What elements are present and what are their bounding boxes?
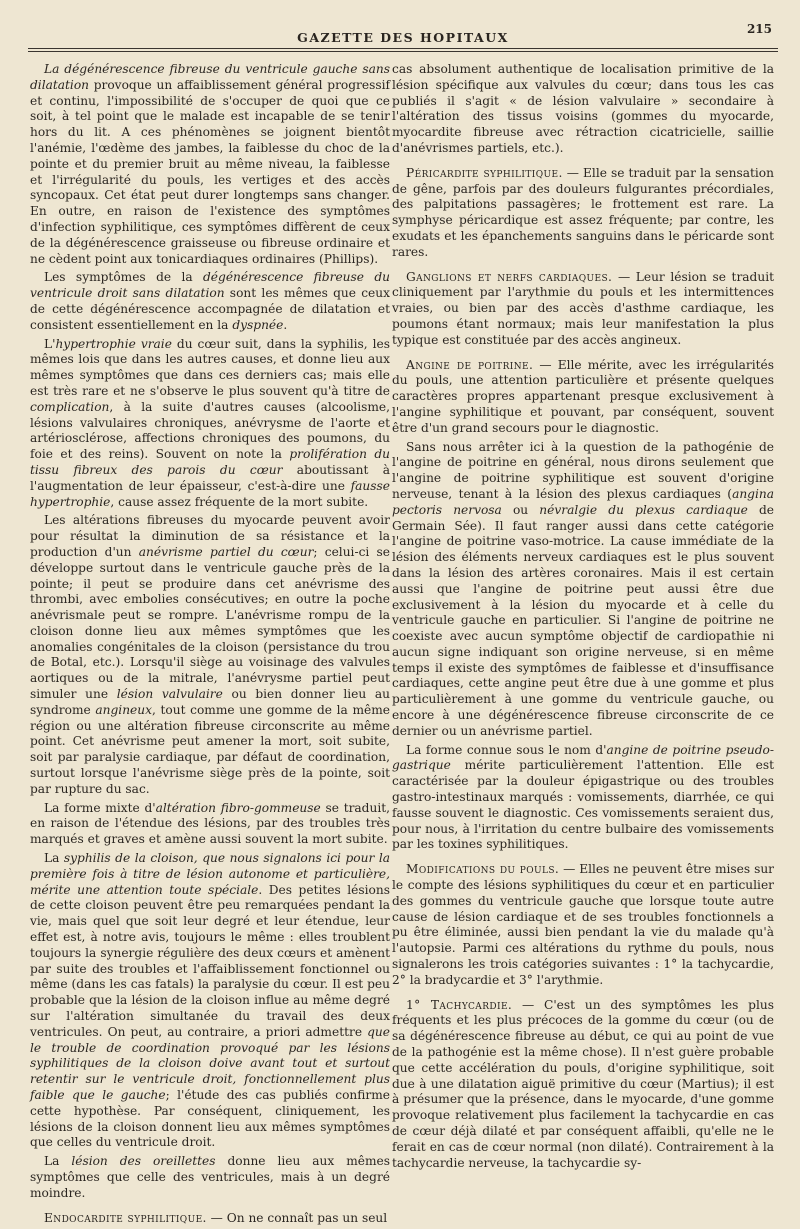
section-heading: Angine de poitrine. [406, 357, 534, 372]
section-paragraph [392, 862, 774, 988]
paragraph [392, 743, 774, 854]
paragraph-text: La [44, 1154, 72, 1169]
section-heading: Endocardite syphilitique. [44, 1210, 207, 1225]
paragraph-text: ; l'étude des cas publiés confirme cette hypothèse. Par conséquent, cliniquement, les lésions de la cloison donnent lieu aux mêmes symptômes que celles du ventricule droit. [30, 1088, 390, 1150]
page-number: 215 [746, 22, 772, 36]
paragraph-text: mérite particulièrement l'attention. Elle est caractérisée par la douleur épigastrique ou des troubles gastro-intestinaux marqués : vomissements, diarrhée, ce qui fausse souvent le diagnostic. Ces vomissements seraient dus, pour nous, à l'irritation du centre bulbaire des vomissements par les toxines syphilitiques. [392, 758, 774, 852]
italic-phrase: syphilis de la cloison, que nous signalons ici pour la première fois à titre de lésion autonome et particulière, mérite une attention toute spéciale [30, 851, 390, 897]
italic-phrase: lésion des oreillettes [71, 1154, 216, 1169]
italic-phrase: angine de poitrine pseudo-gastrique [392, 742, 774, 773]
italic-phrase: fausse hypertrophie [30, 478, 390, 509]
paragraph [30, 270, 390, 333]
paragraph [30, 337, 390, 511]
paragraph-text: — Leur lésion se traduit cliniquement par l'arythmie du pouls et les intermittences vraies, ou bien par des accès d'asthme cardiaque, les poumons étant normaux; mais leur manifestation la plus typique est constituée par des accès angineux. [392, 269, 774, 347]
paragraph-text: La forme connue sous le nom d' [406, 742, 607, 757]
paragraph-text: . Des petites lésions de cette cloison peuvent être peu remarquées pendant la vie, mais quel que soit leur degré et leur étendue, leur effet est, à notre avis, toujours le même : elles troublent toujours la synergie régulière des deux cœurs et amènent par suite des troubles et l'affaiblissement fonctionnel ou même (dans les cas fatals) la paralysie du cœur. Il est peu probable que la lésion de la cloison influe au même degré sur l'altération simultanée du travail des deux ventricules. On peut, au contraire, a priori admettre [30, 882, 390, 1039]
paragraph-text: . [283, 317, 288, 332]
section-paragraph [392, 270, 774, 349]
paragraph [30, 801, 390, 848]
paragraph-text: de Germain Sée). Il faut ranger aussi dans cette catégorie l'angine de poitrine vaso-motrice. La cause immédiate de la lésion des éléments nerveux cardiaques est le plus souvent dans la lésion des artères coronaires. Mais il est certain aussi que l'angine de poitrine peut aussi être due exclusivement à la lésion du myocarde et à celle du ventricule gauche en particulier. Si l'angine de poitrine ne coexiste avec aucun symptôme objectif de cardiopathie ni aucun signe indiquant son origine nerveuse, si en même temps il existe des symptômes de faiblesse et d'insuffisance cardiaques, cette angine peut être due à une gomme et plus particulièrement à une gomme du ventricule gauche, ou encore à une dégénérescence fibreuse circonscrite de ce dernier ou un anévrisme partiel. [392, 502, 775, 738]
section-heading: Péricardite syphilitique. [406, 165, 563, 180]
section-heading: 1° Tachycardie. [406, 997, 513, 1012]
paragraph-text: provoque un affaiblissement général progressif et continu, l'impossibilité de s'occuper de quoi que ce soit, à tel point que le malade est incapable de se tenir hors du lit. A ces phénomènes se joignent bientôt l'anémie, l'œdème des jambes, la faiblesse du choc de la pointe et du premier bruit au même niveau, la faiblesse et l'irrégularité du pouls, les vertiges et des accès syncopaux. Cet état peut durer longtemps sans changer. En outre, en raison de l'existence des symptômes d'infection syphilitique, ces symptômes diffèrent de ceux de la dégénérescence graisseuse ou fibreuse ordinaire et ne cèdent point aux tonicardiaques ordinaires (Phillips). [30, 77, 390, 266]
section-paragraph [392, 166, 774, 261]
italic-phrase: prolifération du tissu fibreux des parois du cœur [30, 447, 391, 477]
paragraph [30, 62, 390, 267]
paragraph [392, 62, 774, 157]
italic-phrase: névralgie du plexus cardiaque [539, 502, 748, 517]
paragraph-text: , cause assez fréquente de la mort subite. [110, 494, 369, 509]
italic-phrase: angina pectoris nervosa [392, 486, 774, 517]
paragraph-text: , à la suite d'autres causes (alcoolisme, lésions valvulaires chroniques, anévrysme de l'aorte et artériosclérose, affections chroniques des poumons, du foie et des reins). Souvent on note la [30, 399, 390, 462]
paragraph [30, 513, 390, 797]
paragraph-text: ou [501, 502, 540, 517]
italic-phrase: que le trouble de coordination provoqué par les lésions syphilitiques de la cloison doive avant tout et surtout retentir sur le ventricule droit, fonctionnellement plus faible que le gauche [30, 1024, 390, 1102]
italic-phrase: dyspnée [232, 317, 284, 332]
italic-phrase: dégénérescence fibreuse du ventricule droit sans dilatation [30, 270, 390, 301]
italic-phrase: complication [30, 399, 110, 414]
paragraph [30, 851, 390, 1151]
paragraph-text: L' [44, 336, 56, 351]
paragraph-text: La forme mixte d' [44, 800, 156, 815]
paragraph-text: — Elles ne peuvent être mises sur le compte des lésions syphilitiques du cœur et en particulier des gommes du ventricule gauche que lorsque toute autre cause de lésion cardiaque et de ses troubles fonctionnels a pu être éliminée, aussi bien pendant la vie du malade qu'à l'autopsie. Parmi ces altérations du rythme du pouls, nous signalerons les trois catégories suivantes : 1° la tachycardie, 2° la bradycardie et 3° l'arythmie. [392, 862, 774, 987]
paragraph-text: — C'est un des symptômes les plus fréquents et les plus précoces de la gomme du cœur (ou de sa dégénérescence fibreuse au début, ce qui au point de vue de la pathogénie est la même chose). Il n'est guère probable que cette accélération du pouls, d'origine syphilitique, soit due à une dilatation aiguë primitive du cœur (Martius); il est à présumer que la présence, dans le myocarde, d'une gomme provoque relativement plus facilement la tachycardie en cas de cœur déjà dilaté et par conséquent affaibli, qu'elle ne le ferait en cas de cœur normal (non dilaté). Contrairement à la tachycardie nerveuse, la tachycardie sy- [392, 997, 774, 1170]
italic-lead: La dégénérescence fibreuse du ventricule gauche sans dilatation [30, 62, 390, 92]
paragraph-text: ; celui-ci se développe surtout dans le ventricule gauche près de la pointe; il peut se produire dans cet anévrisme des thrombi, avec embolies consécutives; en outre la poche anévrismale peut se rompre. L'anévrisme rompu de la cloison donne lieu aux mêmes symptômes que les anomalies congénitales de la cloison (persistance du trou de Botal, etc.). Lorsqu'il siège au voisinage des valvules aortiques ou de la mitrale, l'anévrysme partiel peut simuler une [30, 544, 390, 702]
paragraph-text: sont les mêmes que ceux de cette dégénérescence accompagnée de dilatation et consistent essentiellement en la [30, 286, 390, 332]
paragraph-text: du cœur suit, dans la syphilis, les mêmes lois que dans les autres causes, et donne lieu aux mêmes symptômes que dans ces derniers cas; mais elle est très rare et ne s'observe le plus souvent qu'à titre de [30, 336, 390, 398]
paragraph-text: ou bien donner lieu au syndrome [30, 687, 390, 717]
header-rule [28, 48, 778, 52]
italic-phrase: lésion valvulaire [116, 687, 223, 702]
italic-phrase: hypertrophie vraie [55, 336, 172, 351]
section-paragraph [392, 358, 774, 437]
paragraph-text: Les altérations fibreuses du myocarde peuvent avoir pour résultat la diminution de sa résistance et la production d'un [30, 513, 390, 559]
journal-title: GAZETTE DES HOPITAUX [297, 30, 509, 45]
italic-phrase: anévrisme partiel du cœur [138, 544, 314, 559]
paragraph-text: , tout comme une gomme de la même région ou une altération fibreuse circonscrite au même point. Cet anévrisme peut amener la mort, soit subite, soit par paralysie cardiaque, par défaut de coordination, surtout lorsque l'anévrisme siège près de la pointe, soit par rupture du sac. [30, 702, 390, 796]
paragraph-text: aboutissant à l'augmentation de leur épaisseur, c'est-à-dire une [30, 462, 390, 493]
paragraph-text: Sans nous arrêter ici à la question de la pathogénie de l'angine de poitrine en général, nous dirons seulement que l'angine de poitrine syphilitique est souvent d'origine nerveuse, tenant à la lésion des plexus cardiaques ( [392, 439, 774, 501]
paragraph-text: — On ne connaît pas un seul [206, 1210, 388, 1225]
italic-phrase: altération fibro-gommeuse [155, 800, 321, 815]
paragraph [30, 1154, 390, 1201]
right-column [392, 62, 774, 1174]
paragraph-text: donne lieu aux mêmes symptômes que celle des ventricules, mais à un degré moindre. [30, 1154, 391, 1200]
section-paragraph [392, 998, 774, 1172]
section-heading: Ganglions et nerfs cardiaques. [406, 269, 613, 284]
paragraph-text: — Elle mérite, avec les irrégularités du pouls, une attention particulière et présente quelques caractères propres appartenant presque exclusivement à l'angine syphilitique et pouvant, par conséquent, souvent être d'un grand secours pour le diagnostic. [392, 357, 774, 435]
paragraph-text: se traduit, en raison de l'étendue des lésions, par des troubles très marqués et graves et amène aussi souvent la mort subite. [30, 800, 391, 847]
left-column [30, 62, 390, 1229]
section-paragraph [30, 1211, 390, 1227]
paragraph-text: La [44, 851, 64, 866]
paragraph-text: cas absolument authentique de localisation primitive de la lésion spécifique aux valvules du cœur; dans tous les cas publiés il s'agit « de lésion valvulaire » secondaire à l'altération des tissus voisins (gommes du myocarde, myocardite fibreuse avec rétraction cicatricielle, saillie d'anévrismes partiels, etc.). [392, 62, 774, 155]
paragraph-text: Les symptômes de la [44, 270, 203, 285]
italic-phrase: angineux [95, 702, 152, 717]
paragraph-text: — Elle se traduit par la sensation de gêne, parfois par des douleurs fulgurantes précordiales, des palpitations passagères; le frottement est rare. La symphyse péricardique est assez fréquente; par contre, les exudats et les épanchements sanguins dans le péricarde sont rares. [392, 165, 774, 259]
paragraph [392, 440, 774, 740]
section-heading: Modifications du pouls. [406, 862, 560, 877]
